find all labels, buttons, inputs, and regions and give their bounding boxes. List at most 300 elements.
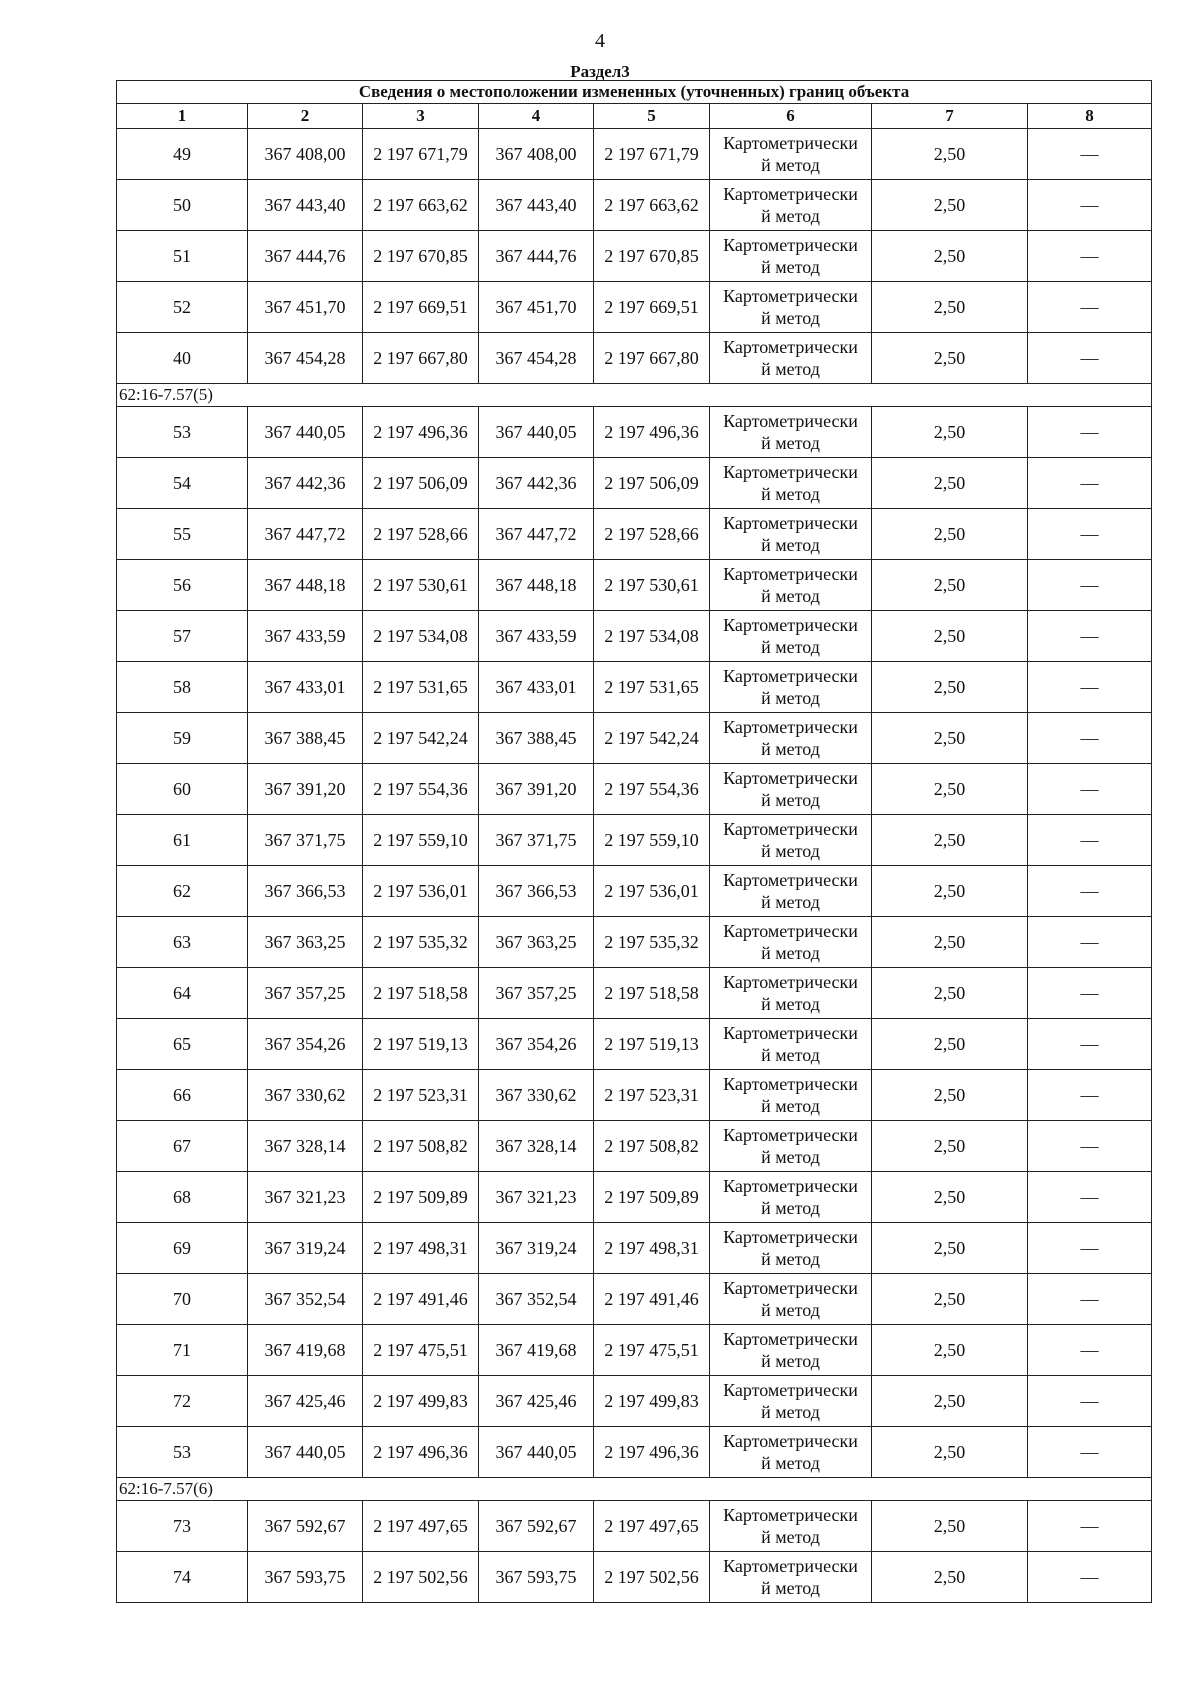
page-number: 4 xyxy=(595,30,605,52)
x-refined-cell: 367 363,25 xyxy=(479,917,594,968)
x-existing-cell: 367 330,62 xyxy=(248,1070,363,1121)
method-text-line1: Картометрически xyxy=(723,1278,858,1298)
y-existing-cell: 2 197 496,36 xyxy=(363,407,479,458)
x-existing-cell: 367 440,05 xyxy=(248,1427,363,1478)
table-row xyxy=(117,968,1152,1019)
column-number-row xyxy=(117,104,1152,129)
precision-cell: 2,50 xyxy=(872,1552,1028,1603)
parcel-group-label: 62:16-7.57(5) xyxy=(117,384,1152,407)
y-existing-cell: 2 197 519,13 xyxy=(363,1019,479,1070)
y-existing-cell: 2 197 508,82 xyxy=(363,1121,479,1172)
y-existing-cell: 2 197 670,85 xyxy=(363,231,479,282)
precision-cell: 2,50 xyxy=(872,129,1028,180)
point-number-cell: 58 xyxy=(117,662,248,713)
method-text-line1: Картометрически xyxy=(723,133,858,153)
x-refined-cell: 367 433,01 xyxy=(479,662,594,713)
x-existing-cell: 367 443,40 xyxy=(248,180,363,231)
x-refined-cell: 367 354,26 xyxy=(479,1019,594,1070)
y-refined-cell: 2 197 528,66 xyxy=(594,509,710,560)
method-cell xyxy=(710,662,872,713)
y-refined-cell: 2 197 518,58 xyxy=(594,968,710,1019)
y-refined-cell: 2 197 491,46 xyxy=(594,1274,710,1325)
column-number: 5 xyxy=(594,104,710,129)
y-existing-cell: 2 197 497,65 xyxy=(363,1501,479,1552)
empty-dash-cell: — xyxy=(1028,917,1152,968)
precision-cell: 2,50 xyxy=(872,764,1028,815)
x-refined-cell: 367 433,59 xyxy=(479,611,594,662)
empty-dash-cell: — xyxy=(1028,662,1152,713)
y-existing-cell: 2 197 530,61 xyxy=(363,560,479,611)
x-existing-cell: 367 593,75 xyxy=(248,1552,363,1603)
x-refined-cell: 367 447,72 xyxy=(479,509,594,560)
empty-dash-cell: — xyxy=(1028,282,1152,333)
x-refined-cell: 367 328,14 xyxy=(479,1121,594,1172)
point-number-cell: 67 xyxy=(117,1121,248,1172)
x-refined-cell: 367 593,75 xyxy=(479,1552,594,1603)
x-existing-cell: 367 451,70 xyxy=(248,282,363,333)
method-text-line2: й метод xyxy=(761,155,820,175)
method-cell xyxy=(710,611,872,662)
method-cell xyxy=(710,407,872,458)
y-existing-cell: 2 197 531,65 xyxy=(363,662,479,713)
column-number: 6 xyxy=(710,104,872,129)
x-existing-cell: 367 408,00 xyxy=(248,129,363,180)
method-text-line2: й метод xyxy=(761,1198,820,1218)
method-cell xyxy=(710,180,872,231)
y-existing-cell: 2 197 528,66 xyxy=(363,509,479,560)
y-refined-cell: 2 197 534,08 xyxy=(594,611,710,662)
method-text-line2: й метод xyxy=(761,586,820,606)
y-existing-cell: 2 197 498,31 xyxy=(363,1223,479,1274)
x-refined-cell: 367 592,67 xyxy=(479,1501,594,1552)
table-row xyxy=(117,713,1152,764)
empty-dash-cell: — xyxy=(1028,1376,1152,1427)
table-row xyxy=(117,458,1152,509)
y-refined-cell: 2 197 535,32 xyxy=(594,917,710,968)
table-row xyxy=(117,560,1152,611)
method-text-line2: й метод xyxy=(761,257,820,277)
x-refined-cell: 367 448,18 xyxy=(479,560,594,611)
precision-cell: 2,50 xyxy=(872,866,1028,917)
x-existing-cell: 367 352,54 xyxy=(248,1274,363,1325)
y-refined-cell: 2 197 559,10 xyxy=(594,815,710,866)
x-refined-cell: 367 357,25 xyxy=(479,968,594,1019)
empty-dash-cell: — xyxy=(1028,815,1152,866)
empty-dash-cell: — xyxy=(1028,713,1152,764)
y-existing-cell: 2 197 542,24 xyxy=(363,713,479,764)
point-number-cell: 40 xyxy=(117,333,248,384)
precision-cell: 2,50 xyxy=(872,1325,1028,1376)
empty-dash-cell: — xyxy=(1028,509,1152,560)
table-caption: Сведения о местоположении измененных (уточненных) границ объекта xyxy=(117,81,1152,104)
method-text-line2: й метод xyxy=(761,892,820,912)
y-refined-cell: 2 197 499,83 xyxy=(594,1376,710,1427)
method-text-line2: й метод xyxy=(761,206,820,226)
method-text-line2: й метод xyxy=(761,1578,820,1598)
method-cell xyxy=(710,1427,872,1478)
y-refined-cell: 2 197 530,61 xyxy=(594,560,710,611)
y-existing-cell: 2 197 534,08 xyxy=(363,611,479,662)
x-refined-cell: 367 444,76 xyxy=(479,231,594,282)
x-refined-cell: 367 391,20 xyxy=(479,764,594,815)
method-text-line2: й метод xyxy=(761,1096,820,1116)
x-existing-cell: 367 444,76 xyxy=(248,231,363,282)
method-text-line2: й метод xyxy=(761,688,820,708)
y-existing-cell: 2 197 671,79 xyxy=(363,129,479,180)
y-refined-cell: 2 197 523,31 xyxy=(594,1070,710,1121)
precision-cell: 2,50 xyxy=(872,662,1028,713)
y-refined-cell: 2 197 498,31 xyxy=(594,1223,710,1274)
method-text-line2: й метод xyxy=(761,790,820,810)
method-cell xyxy=(710,1552,872,1603)
method-text-line1: Картометрически xyxy=(723,1023,858,1043)
method-text-line1: Картометрически xyxy=(723,411,858,431)
method-text-line2: й метод xyxy=(761,1300,820,1320)
method-text-line1: Картометрически xyxy=(723,1380,858,1400)
precision-cell: 2,50 xyxy=(872,611,1028,662)
method-text-line2: й метод xyxy=(761,739,820,759)
point-number-cell: 71 xyxy=(117,1325,248,1376)
y-refined-cell: 2 197 509,89 xyxy=(594,1172,710,1223)
method-text-line1: Картометрически xyxy=(723,337,858,357)
method-text-line1: Картометрически xyxy=(723,870,858,890)
method-cell xyxy=(710,560,872,611)
x-existing-cell: 367 440,05 xyxy=(248,407,363,458)
point-number-cell: 55 xyxy=(117,509,248,560)
method-text-line1: Картометрически xyxy=(723,286,858,306)
precision-cell: 2,50 xyxy=(872,1274,1028,1325)
point-number-cell: 52 xyxy=(117,282,248,333)
x-refined-cell: 367 319,24 xyxy=(479,1223,594,1274)
method-cell xyxy=(710,1274,872,1325)
method-text-line1: Картометрически xyxy=(723,1505,858,1525)
precision-cell: 2,50 xyxy=(872,917,1028,968)
x-refined-cell: 367 442,36 xyxy=(479,458,594,509)
empty-dash-cell: — xyxy=(1028,1121,1152,1172)
point-number-cell: 50 xyxy=(117,180,248,231)
x-refined-cell: 367 366,53 xyxy=(479,866,594,917)
method-cell xyxy=(710,968,872,1019)
point-number-cell: 57 xyxy=(117,611,248,662)
empty-dash-cell: — xyxy=(1028,1172,1152,1223)
point-number-cell: 54 xyxy=(117,458,248,509)
table-row xyxy=(117,509,1152,560)
x-existing-cell: 367 433,01 xyxy=(248,662,363,713)
method-text-line1: Картометрически xyxy=(723,717,858,737)
table-row xyxy=(117,282,1152,333)
point-number-cell: 49 xyxy=(117,129,248,180)
table-row xyxy=(117,1427,1152,1478)
x-existing-cell: 367 357,25 xyxy=(248,968,363,1019)
parcel-group-label: 62:16-7.57(6) xyxy=(117,1478,1152,1501)
x-existing-cell: 367 388,45 xyxy=(248,713,363,764)
y-existing-cell: 2 197 669,51 xyxy=(363,282,479,333)
x-existing-cell: 367 328,14 xyxy=(248,1121,363,1172)
empty-dash-cell: — xyxy=(1028,1274,1152,1325)
point-number-cell: 65 xyxy=(117,1019,248,1070)
empty-dash-cell: — xyxy=(1028,1552,1152,1603)
table-row xyxy=(117,1121,1152,1172)
method-cell xyxy=(710,1325,872,1376)
method-cell xyxy=(710,333,872,384)
y-refined-cell: 2 197 667,80 xyxy=(594,333,710,384)
column-number: 3 xyxy=(363,104,479,129)
point-number-cell: 53 xyxy=(117,1427,248,1478)
method-cell xyxy=(710,1376,872,1427)
y-refined-cell: 2 197 542,24 xyxy=(594,713,710,764)
empty-dash-cell: — xyxy=(1028,333,1152,384)
method-cell xyxy=(710,1172,872,1223)
point-number-cell: 64 xyxy=(117,968,248,1019)
y-existing-cell: 2 197 535,32 xyxy=(363,917,479,968)
x-existing-cell: 367 592,67 xyxy=(248,1501,363,1552)
point-number-cell: 73 xyxy=(117,1501,248,1552)
x-existing-cell: 367 419,68 xyxy=(248,1325,363,1376)
x-existing-cell: 367 371,75 xyxy=(248,815,363,866)
method-text-line1: Картометрически xyxy=(723,819,858,839)
y-refined-cell: 2 197 554,36 xyxy=(594,764,710,815)
method-cell xyxy=(710,1070,872,1121)
group-header-row xyxy=(117,384,1152,407)
precision-cell: 2,50 xyxy=(872,1501,1028,1552)
empty-dash-cell: — xyxy=(1028,1070,1152,1121)
method-text-line2: й метод xyxy=(761,994,820,1014)
method-text-line1: Картометрически xyxy=(723,1431,858,1451)
y-existing-cell: 2 197 502,56 xyxy=(363,1552,479,1603)
empty-dash-cell: — xyxy=(1028,129,1152,180)
empty-dash-cell: — xyxy=(1028,231,1152,282)
x-existing-cell: 367 425,46 xyxy=(248,1376,363,1427)
table-row xyxy=(117,815,1152,866)
precision-cell: 2,50 xyxy=(872,1121,1028,1172)
method-text-line1: Картометрически xyxy=(723,564,858,584)
method-cell xyxy=(710,1121,872,1172)
method-text-line1: Картометрически xyxy=(723,235,858,255)
precision-cell: 2,50 xyxy=(872,560,1028,611)
y-refined-cell: 2 197 496,36 xyxy=(594,407,710,458)
empty-dash-cell: — xyxy=(1028,968,1152,1019)
method-text-line1: Картометрически xyxy=(723,666,858,686)
x-refined-cell: 367 440,05 xyxy=(479,407,594,458)
x-refined-cell: 367 419,68 xyxy=(479,1325,594,1376)
empty-dash-cell: — xyxy=(1028,866,1152,917)
y-refined-cell: 2 197 497,65 xyxy=(594,1501,710,1552)
group-header-row xyxy=(117,1478,1152,1501)
method-text-line2: й метод xyxy=(761,535,820,555)
method-text-line2: й метод xyxy=(761,484,820,504)
precision-cell: 2,50 xyxy=(872,1019,1028,1070)
precision-cell: 2,50 xyxy=(872,509,1028,560)
precision-cell: 2,50 xyxy=(872,180,1028,231)
column-number: 4 xyxy=(479,104,594,129)
x-refined-cell: 367 371,75 xyxy=(479,815,594,866)
x-existing-cell: 367 363,25 xyxy=(248,917,363,968)
point-number-cell: 69 xyxy=(117,1223,248,1274)
x-refined-cell: 367 408,00 xyxy=(479,129,594,180)
y-existing-cell: 2 197 475,51 xyxy=(363,1325,479,1376)
point-number-cell: 60 xyxy=(117,764,248,815)
precision-cell: 2,50 xyxy=(872,1223,1028,1274)
table-row xyxy=(117,231,1152,282)
empty-dash-cell: — xyxy=(1028,611,1152,662)
empty-dash-cell: — xyxy=(1028,764,1152,815)
method-text-line2: й метод xyxy=(761,943,820,963)
table-row xyxy=(117,611,1152,662)
table-row xyxy=(117,1070,1152,1121)
precision-cell: 2,50 xyxy=(872,815,1028,866)
table-row xyxy=(117,129,1152,180)
method-cell xyxy=(710,282,872,333)
method-text-line2: й метод xyxy=(761,1402,820,1422)
x-existing-cell: 367 442,36 xyxy=(248,458,363,509)
point-number-cell: 66 xyxy=(117,1070,248,1121)
boundary-coordinates-table xyxy=(116,80,1152,1603)
method-text-line1: Картометрически xyxy=(723,615,858,635)
method-text-line1: Картометрически xyxy=(723,1074,858,1094)
y-refined-cell: 2 197 496,36 xyxy=(594,1427,710,1478)
point-number-cell: 53 xyxy=(117,407,248,458)
point-number-cell: 70 xyxy=(117,1274,248,1325)
point-number-cell: 63 xyxy=(117,917,248,968)
point-number-cell: 62 xyxy=(117,866,248,917)
point-number-cell: 56 xyxy=(117,560,248,611)
table-row xyxy=(117,764,1152,815)
table-row xyxy=(117,662,1152,713)
y-refined-cell: 2 197 508,82 xyxy=(594,1121,710,1172)
method-text-line2: й метод xyxy=(761,308,820,328)
table-row xyxy=(117,1552,1152,1603)
y-existing-cell: 2 197 506,09 xyxy=(363,458,479,509)
x-refined-cell: 367 440,05 xyxy=(479,1427,594,1478)
y-refined-cell: 2 197 519,13 xyxy=(594,1019,710,1070)
x-refined-cell: 367 451,70 xyxy=(479,282,594,333)
precision-cell: 2,50 xyxy=(872,407,1028,458)
method-text-line1: Картометрически xyxy=(723,1329,858,1349)
x-refined-cell: 367 443,40 xyxy=(479,180,594,231)
method-text-line2: й метод xyxy=(761,359,820,379)
x-refined-cell: 367 321,23 xyxy=(479,1172,594,1223)
section-title: Раздел3 xyxy=(570,62,630,81)
method-cell xyxy=(710,764,872,815)
y-existing-cell: 2 197 518,58 xyxy=(363,968,479,1019)
x-existing-cell: 367 391,20 xyxy=(248,764,363,815)
method-cell xyxy=(710,866,872,917)
precision-cell: 2,50 xyxy=(872,1070,1028,1121)
method-text-line2: й метод xyxy=(761,1453,820,1473)
method-text-line1: Картометрически xyxy=(723,462,858,482)
method-text-line1: Картометрически xyxy=(723,1125,858,1145)
y-refined-cell: 2 197 506,09 xyxy=(594,458,710,509)
point-number-cell: 74 xyxy=(117,1552,248,1603)
y-existing-cell: 2 197 491,46 xyxy=(363,1274,479,1325)
x-existing-cell: 367 319,24 xyxy=(248,1223,363,1274)
method-cell xyxy=(710,231,872,282)
x-existing-cell: 367 354,26 xyxy=(248,1019,363,1070)
empty-dash-cell: — xyxy=(1028,1501,1152,1552)
method-cell xyxy=(710,458,872,509)
method-cell xyxy=(710,815,872,866)
empty-dash-cell: — xyxy=(1028,1427,1152,1478)
y-existing-cell: 2 197 509,89 xyxy=(363,1172,479,1223)
method-cell xyxy=(710,1501,872,1552)
method-cell xyxy=(710,917,872,968)
empty-dash-cell: — xyxy=(1028,1325,1152,1376)
table-row xyxy=(117,1325,1152,1376)
y-existing-cell: 2 197 496,36 xyxy=(363,1427,479,1478)
point-number-cell: 72 xyxy=(117,1376,248,1427)
precision-cell: 2,50 xyxy=(872,713,1028,764)
table-row xyxy=(117,1274,1152,1325)
method-text-line1: Картометрически xyxy=(723,1556,858,1576)
empty-dash-cell: — xyxy=(1028,560,1152,611)
table-row xyxy=(117,1172,1152,1223)
method-text-line1: Картометрически xyxy=(723,921,858,941)
y-refined-cell: 2 197 531,65 xyxy=(594,662,710,713)
point-number-cell: 51 xyxy=(117,231,248,282)
empty-dash-cell: — xyxy=(1028,1223,1152,1274)
table-row xyxy=(117,1223,1152,1274)
method-text-line2: й метод xyxy=(761,637,820,657)
precision-cell: 2,50 xyxy=(872,1427,1028,1478)
table-row xyxy=(117,407,1152,458)
table-row xyxy=(117,1501,1152,1552)
point-number-cell: 61 xyxy=(117,815,248,866)
method-text-line2: й метод xyxy=(761,433,820,453)
method-text-line1: Картометрически xyxy=(723,184,858,204)
y-refined-cell: 2 197 669,51 xyxy=(594,282,710,333)
method-cell xyxy=(710,1019,872,1070)
precision-cell: 2,50 xyxy=(872,333,1028,384)
table-row xyxy=(117,1019,1152,1070)
x-existing-cell: 367 447,72 xyxy=(248,509,363,560)
precision-cell: 2,50 xyxy=(872,968,1028,1019)
empty-dash-cell: — xyxy=(1028,180,1152,231)
method-cell xyxy=(710,713,872,764)
method-text-line1: Картометрически xyxy=(723,513,858,533)
x-existing-cell: 367 433,59 xyxy=(248,611,363,662)
method-text-line2: й метод xyxy=(761,1249,820,1269)
x-refined-cell: 367 454,28 xyxy=(479,333,594,384)
x-refined-cell: 367 330,62 xyxy=(479,1070,594,1121)
y-refined-cell: 2 197 536,01 xyxy=(594,866,710,917)
column-number: 1 xyxy=(117,104,248,129)
method-text-line1: Картометрически xyxy=(723,1176,858,1196)
table-row xyxy=(117,866,1152,917)
y-refined-cell: 2 197 502,56 xyxy=(594,1552,710,1603)
method-cell xyxy=(710,1223,872,1274)
method-text-line2: й метод xyxy=(761,1351,820,1371)
column-number: 7 xyxy=(872,104,1028,129)
empty-dash-cell: — xyxy=(1028,1019,1152,1070)
column-number: 8 xyxy=(1028,104,1152,129)
x-existing-cell: 367 448,18 xyxy=(248,560,363,611)
y-existing-cell: 2 197 523,31 xyxy=(363,1070,479,1121)
x-refined-cell: 367 352,54 xyxy=(479,1274,594,1325)
x-refined-cell: 367 388,45 xyxy=(479,713,594,764)
precision-cell: 2,50 xyxy=(872,231,1028,282)
x-existing-cell: 367 366,53 xyxy=(248,866,363,917)
method-text-line1: Картометрически xyxy=(723,972,858,992)
x-existing-cell: 367 454,28 xyxy=(248,333,363,384)
method-text-line2: й метод xyxy=(761,1527,820,1547)
method-cell xyxy=(710,509,872,560)
point-number-cell: 68 xyxy=(117,1172,248,1223)
y-existing-cell: 2 197 554,36 xyxy=(363,764,479,815)
empty-dash-cell: — xyxy=(1028,407,1152,458)
method-text-line2: й метод xyxy=(761,1147,820,1167)
method-text-line1: Картометрически xyxy=(723,1227,858,1247)
y-existing-cell: 2 197 499,83 xyxy=(363,1376,479,1427)
